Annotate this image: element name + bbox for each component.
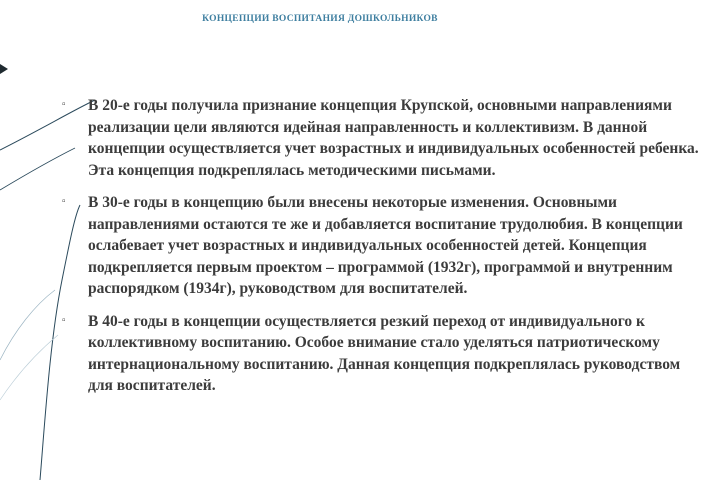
deco-curve-4: [0, 290, 55, 360]
deco-curve-5: [0, 335, 58, 400]
slide-title: КОНЦЕПЦИИ ВОСПИТАНИЯ ДОШКОЛЬНИКОВ: [202, 14, 438, 24]
bullet-icon: ▫: [62, 314, 66, 326]
bullet-icon: ▫: [62, 196, 66, 207]
paragraph-text: В 20-е годы получила признание концепция Крупской, основными направлениями реализации цели являются идейная направленность и коллективизм. В данной концепции осуществляется учет возрастных и индивидуальных особенностей ребенка. Эта концепция подкреплялась методическими письмами.: [88, 97, 699, 179]
bullet-paragraph-1: [62, 95, 708, 181]
paragraph-text: В 30-е годы в концепцию были внесены некоторые изменения. Основными направлениями остаются те же и добавляется воспитание трудолюбия. В концепции ослабевает учет возрастных и индивидуальных особенностей детей. Концепция подкрепляется первым проектом – программой (1932г), программой и внутренним распорядком (1934г), руководством для воспитателей.: [88, 194, 683, 297]
slide-arrow-icon: [0, 64, 8, 74]
bullet-paragraph-2: [62, 192, 708, 300]
bullet-paragraph-3: [62, 311, 708, 397]
paragraph-text: В 40-е годы в концепции осуществляется резкий переход от индивидуального к коллективному воспитанию. Особое внимание стало уделяться патриотическому интернациональному воспитанию. Данная концепция подкреплялась руководством для воспитателей.: [88, 312, 681, 394]
slide-content: [62, 95, 699, 475]
bullet-icon: ▫: [62, 99, 66, 110]
